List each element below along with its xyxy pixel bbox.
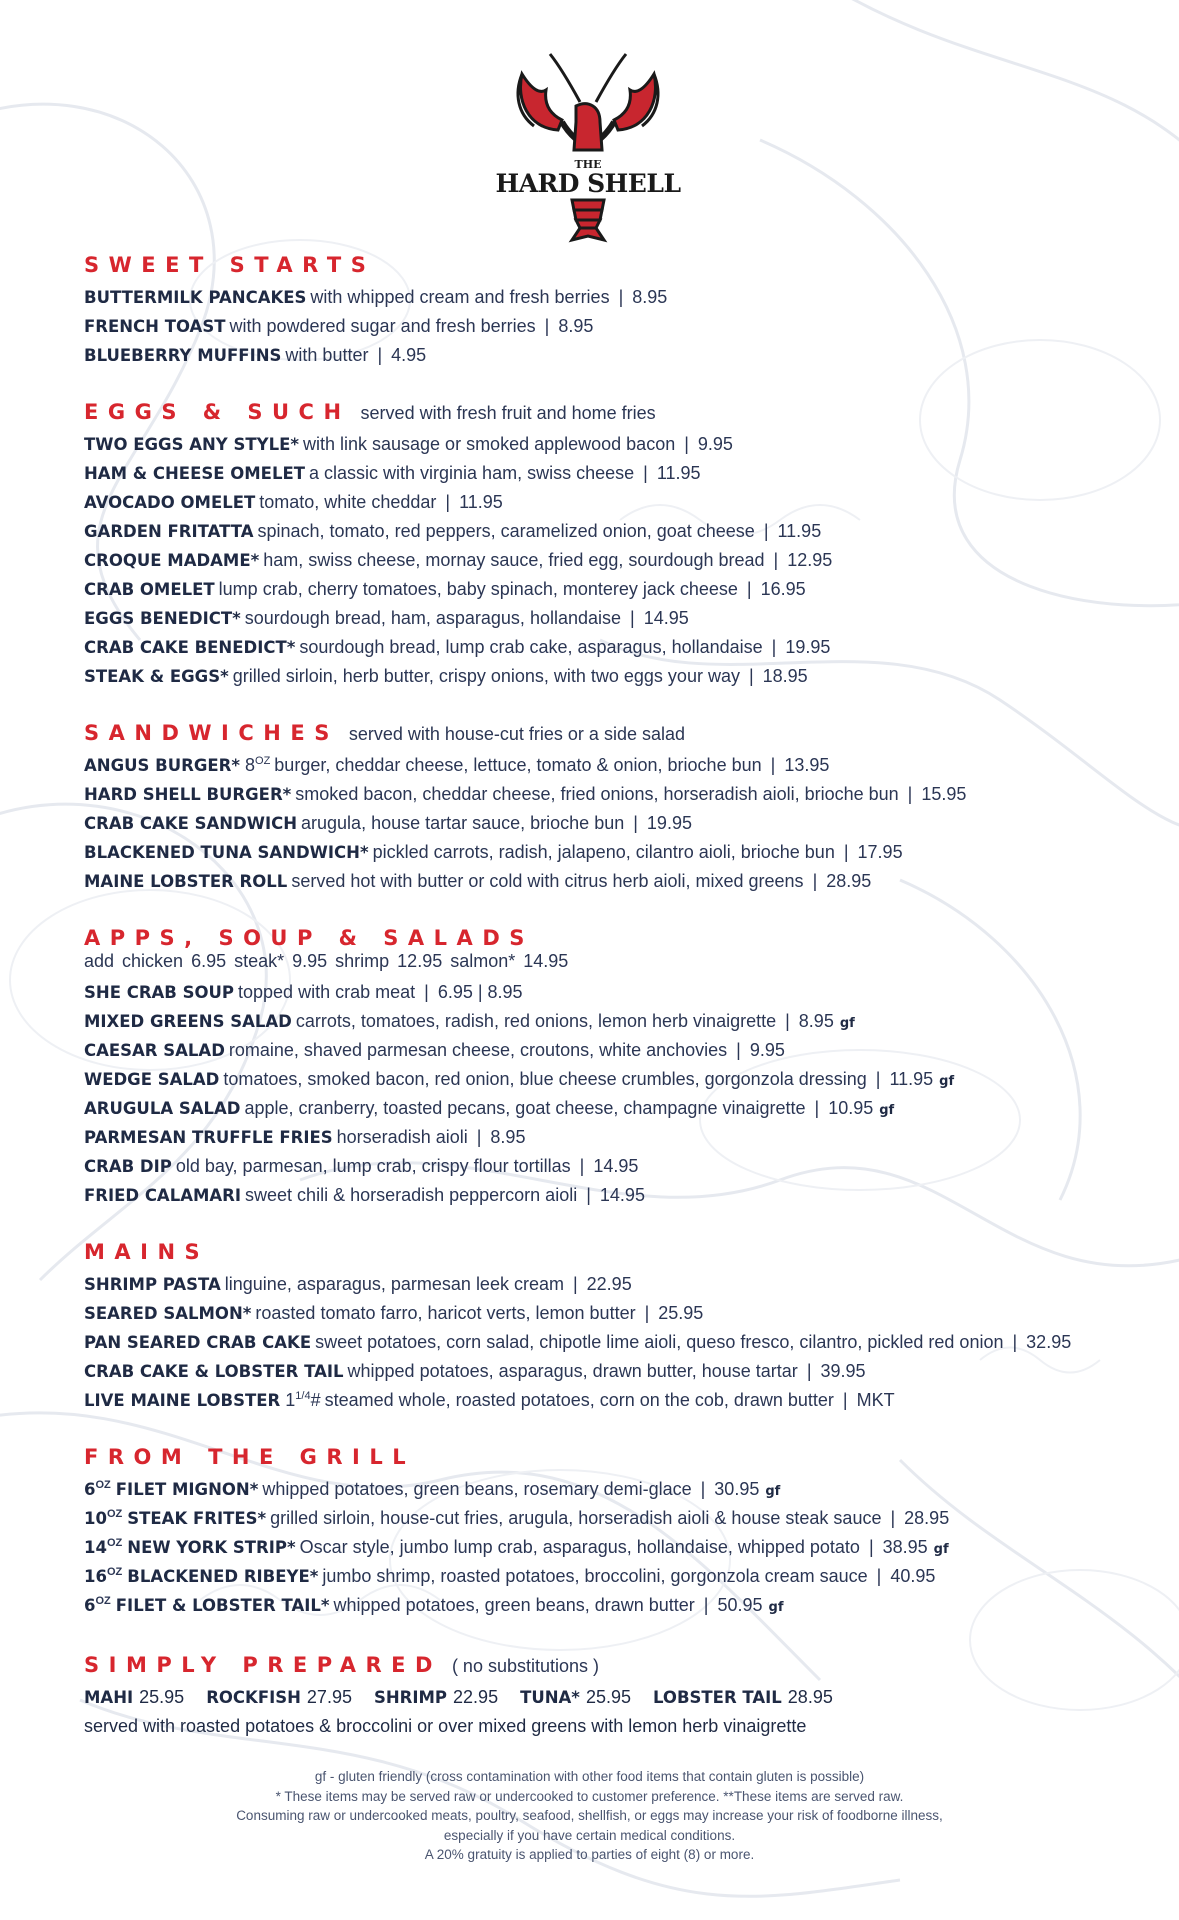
section-title: SWEET STARTS bbox=[84, 253, 376, 277]
section-mains bbox=[84, 1240, 1134, 1415]
item-price: 11.95 bbox=[889, 1069, 934, 1089]
section-title: EGGS & SUCH bbox=[84, 400, 351, 424]
item-price: 11.95 bbox=[656, 463, 701, 483]
price-separator: | bbox=[736, 1040, 741, 1060]
price-separator: | bbox=[618, 287, 624, 307]
item-price: MKT bbox=[856, 1390, 895, 1410]
item-price: 50.95 bbox=[717, 1595, 763, 1615]
item-description: pickled carrots, radish, jalapeno, cilantro aioli, brioche bun bbox=[372, 842, 835, 862]
item-description: Oscar style, jumbo lump crab, asparagus, hollandaise, whipped potato bbox=[299, 1537, 860, 1557]
item-description: with powdered sugar and fresh berries bbox=[229, 316, 536, 336]
price-separator: | bbox=[843, 842, 849, 862]
item-price: 9.95 bbox=[749, 1040, 785, 1060]
menu-item bbox=[84, 488, 1134, 517]
item-description: sweet chili & horseradish peppercorn aioli bbox=[245, 1185, 578, 1205]
menu-item bbox=[84, 575, 1134, 604]
item-description: roasted tomato farro, haricot verts, lemon butter bbox=[255, 1303, 636, 1323]
menu-item bbox=[84, 1591, 1134, 1620]
menu-item bbox=[84, 341, 1134, 370]
price-separator: | bbox=[875, 1069, 881, 1089]
item-name: TWO EGGS ANY STYLE* bbox=[84, 435, 299, 454]
item-price: 8.95 bbox=[632, 287, 668, 307]
item-price: 39.95 bbox=[820, 1361, 866, 1381]
item-description: sourdough bread, ham, asparagus, hollandaise bbox=[244, 608, 622, 628]
menu-item bbox=[84, 1270, 1134, 1299]
item-price: 17.95 bbox=[857, 842, 903, 862]
menu-item bbox=[84, 751, 1134, 780]
item-name: BLACKENED TUNA SANDWICH* bbox=[84, 843, 369, 862]
fish-name: TUNA* bbox=[520, 1688, 580, 1707]
menu-item bbox=[84, 662, 1134, 691]
section-note: ( no substitutions ) bbox=[451, 1656, 600, 1676]
item-description: served hot with butter or cold with citrus herb aioli, mixed greens bbox=[291, 871, 804, 891]
item-price: 11.95 bbox=[777, 521, 822, 541]
menu-item bbox=[84, 283, 1134, 312]
item-name: PARMESAN TRUFFLE FRIES bbox=[84, 1128, 333, 1147]
item-description: tomatoes, smoked bacon, red onion, blue cheese crumbles, gorgonzola dressing bbox=[223, 1069, 867, 1089]
item-list bbox=[84, 430, 1134, 691]
item-price: 10.95 bbox=[828, 1098, 874, 1118]
footer-line: A 20% gratuity is applied to parties of eight (8) or more. bbox=[424, 1847, 755, 1862]
item-size-unit: OZ bbox=[106, 1508, 123, 1520]
fish-name: MAHI bbox=[84, 1688, 134, 1707]
fish-name: LOBSTER TAIL bbox=[653, 1688, 782, 1707]
item-size: 6 bbox=[84, 1480, 96, 1499]
price-separator: | bbox=[771, 637, 777, 657]
price-separator: | bbox=[1012, 1332, 1018, 1352]
item-name: STEAK FRITES* bbox=[127, 1509, 267, 1528]
item-description: grilled sirloin, house-cut fries, arugula, horseradish aioli & house steak sauce bbox=[270, 1508, 882, 1528]
fish-price: 25.95 bbox=[585, 1687, 631, 1707]
price-separator: | bbox=[633, 813, 638, 833]
menu-item bbox=[84, 1181, 1134, 1210]
item-description: horseradish aioli bbox=[336, 1127, 468, 1147]
svg-text:HARD SHELL: HARD SHELL bbox=[495, 169, 681, 198]
price-separator: | bbox=[770, 755, 776, 775]
price-separator: | bbox=[703, 1595, 709, 1615]
item-size-unit: 1/4 bbox=[295, 1390, 311, 1402]
menu-item bbox=[84, 1504, 1134, 1533]
item-name: ANGUS BURGER* bbox=[84, 756, 240, 775]
menu-item bbox=[84, 978, 1134, 1007]
gluten-friendly-badge: gf bbox=[839, 1016, 855, 1031]
item-description: whipped potatoes, green beans, drawn butter bbox=[333, 1595, 695, 1615]
hard-shell-logo bbox=[488, 50, 688, 245]
item-size-unit: OZ bbox=[106, 1537, 123, 1549]
fish-name: ROCKFISH bbox=[206, 1688, 301, 1707]
menu-item bbox=[84, 312, 1134, 341]
item-name: CRAB CAKE & LOBSTER TAIL bbox=[84, 1362, 344, 1381]
price-separator: | bbox=[806, 1361, 812, 1381]
item-list bbox=[84, 1270, 1134, 1415]
item-price: 40.95 bbox=[890, 1566, 936, 1586]
item-description: apple, cranberry, toasted pecans, goat cheese, champagne vinaigrette bbox=[244, 1098, 806, 1118]
section-title: APPS, SOUP & SALADS bbox=[84, 926, 534, 950]
menu-item bbox=[84, 1123, 1134, 1152]
item-list bbox=[84, 978, 1134, 1210]
section-note: served with house-cut fries or a side salad bbox=[348, 724, 685, 744]
item-price: 9.95 bbox=[697, 434, 733, 454]
menu-item bbox=[84, 1036, 1134, 1065]
item-description: arugula, house tartar sauce, brioche bun bbox=[301, 813, 625, 833]
menu-item bbox=[84, 809, 1134, 838]
fish-price: 25.95 bbox=[139, 1687, 185, 1707]
price-separator: | bbox=[445, 492, 451, 512]
item-name: FRENCH TOAST bbox=[84, 317, 226, 336]
menu-item bbox=[84, 867, 1134, 896]
footer-line: * These items may be served raw or undercooked to customer preference. **These items are served raw. bbox=[275, 1788, 904, 1804]
item-name: SEARED SALMON* bbox=[84, 1304, 252, 1323]
fish-name: SHRIMP bbox=[373, 1688, 448, 1707]
item-price: 28.95 bbox=[904, 1508, 950, 1528]
item-description: carrots, tomatoes, radish, red onions, lemon herb vinaigrette bbox=[295, 1011, 777, 1031]
price-separator: | bbox=[377, 345, 383, 365]
item-description: with whipped cream and fresh berries bbox=[310, 287, 610, 307]
item-size-unit: OZ bbox=[95, 1479, 111, 1491]
item-description: grilled sirloin, herb butter, crispy onions, with two eggs your way bbox=[232, 666, 740, 686]
price-separator: | bbox=[746, 579, 752, 599]
item-name: CRAB DIP bbox=[84, 1157, 172, 1176]
item-description: ham, swiss cheese, mornay sauce, fried egg, sourdough bread bbox=[263, 550, 765, 570]
item-price: 14.95 bbox=[599, 1185, 645, 1205]
menu-item bbox=[84, 1475, 1134, 1504]
menu-item bbox=[84, 430, 1134, 459]
section-apps-soup-salads bbox=[84, 926, 1134, 1210]
menu-item bbox=[84, 459, 1134, 488]
price-separator: | bbox=[812, 871, 818, 891]
price-separator: | bbox=[868, 1537, 874, 1557]
item-price: 14.95 bbox=[643, 608, 689, 628]
item-size: 1 bbox=[285, 1390, 296, 1410]
menu-item bbox=[84, 1328, 1134, 1357]
price-separator: | bbox=[476, 1127, 482, 1147]
item-description: with link sausage or smoked applewood bacon bbox=[302, 434, 676, 454]
price-separator: | bbox=[424, 982, 429, 1002]
menu-item bbox=[84, 1357, 1134, 1386]
item-name: SHRIMP PASTA bbox=[84, 1275, 221, 1294]
item-size-unit: OZ bbox=[106, 1566, 123, 1578]
item-name: ARUGULA SALAD bbox=[84, 1099, 241, 1118]
item-price: 15.95 bbox=[921, 784, 967, 804]
item-description: romaine, shaved parmesan cheese, croutons, white anchovies bbox=[228, 1040, 728, 1060]
fish-price: 28.95 bbox=[787, 1687, 833, 1707]
menu-item bbox=[84, 838, 1134, 867]
item-description: with butter bbox=[285, 345, 369, 365]
item-price: 13.95 bbox=[784, 755, 830, 775]
price-separator: | bbox=[579, 1156, 585, 1176]
menu-item bbox=[84, 1299, 1134, 1328]
item-name: FILET & LOBSTER TAIL* bbox=[115, 1596, 330, 1615]
price-separator: | bbox=[876, 1566, 882, 1586]
section-title: FROM THE GRILL bbox=[84, 1445, 416, 1469]
item-name: STEAK & EGGS* bbox=[84, 667, 229, 686]
item-list bbox=[84, 751, 1134, 896]
item-description: topped with crab meat bbox=[238, 982, 416, 1002]
item-name: BLACKENED RIBEYE* bbox=[127, 1567, 319, 1586]
item-description: spinach, tomato, red peppers, caramelized onion, goat cheese bbox=[257, 521, 755, 541]
menu-content bbox=[84, 253, 1134, 1741]
item-price: 19.95 bbox=[646, 813, 692, 833]
item-name: HAM & CHEESE OMELET bbox=[84, 464, 305, 483]
menu-item bbox=[84, 780, 1134, 809]
price-separator: | bbox=[890, 1508, 896, 1528]
price-separator: | bbox=[586, 1185, 591, 1205]
item-description: linguine, asparagus, parmesan leek cream bbox=[224, 1274, 564, 1294]
section-title: SANDWICHES bbox=[84, 721, 339, 745]
item-price: 18.95 bbox=[762, 666, 808, 686]
section-simply-prepared bbox=[84, 1653, 1134, 1741]
item-name: SHE CRAB SOUP bbox=[84, 983, 235, 1002]
footer-line: Consuming raw or undercooked meats, poultry, seafood, shellfish, or eggs may increase your risk of foodborne illness, bbox=[236, 1808, 943, 1823]
item-size-unit: # bbox=[310, 1390, 321, 1410]
item-price: 12.95 bbox=[787, 550, 833, 570]
item-name: BUTTERMILK PANCAKES bbox=[84, 288, 307, 307]
price-separator: | bbox=[544, 316, 550, 336]
menu-item bbox=[84, 1065, 1134, 1094]
item-name: FILET MIGNON* bbox=[115, 1480, 259, 1499]
item-description: sweet potatoes, corn salad, chipotle lime aioli, queso fresco, cilantro, pickled red onion bbox=[315, 1332, 1004, 1352]
item-description: whipped potatoes, asparagus, drawn butter, house tartar bbox=[347, 1361, 798, 1381]
simply-prepared-fish-list bbox=[84, 1683, 1134, 1712]
price-separator: | bbox=[643, 463, 648, 483]
price-separator: | bbox=[644, 1303, 650, 1323]
item-name: WEDGE SALAD bbox=[84, 1070, 220, 1089]
footer-line: gf - gluten friendly (cross contamination with other food items that contain gluten is possible) bbox=[314, 1769, 865, 1784]
price-separator: | bbox=[630, 608, 635, 628]
section-title: SIMPLY PREPARED bbox=[84, 1653, 442, 1677]
item-price: 28.95 bbox=[826, 871, 872, 891]
item-price: 25.95 bbox=[658, 1303, 704, 1323]
add-on-prices: add chicken 6.95 steak* 9.95 shrimp 12.95 salmon* 14.95 bbox=[84, 951, 569, 971]
item-price: 6.95 | 8.95 bbox=[437, 982, 523, 1002]
item-name: EGGS BENEDICT* bbox=[84, 609, 241, 628]
gluten-friendly-badge: gf bbox=[939, 1074, 955, 1089]
item-name: CRAB CAKE BENEDICT* bbox=[84, 638, 296, 657]
item-name: CRAB OMELET bbox=[84, 580, 215, 599]
price-separator: | bbox=[572, 1274, 578, 1294]
gluten-friendly-badge: gf bbox=[765, 1484, 781, 1499]
menu-item bbox=[84, 546, 1134, 575]
item-list bbox=[84, 283, 1134, 370]
price-separator: | bbox=[785, 1011, 790, 1031]
item-name: MAINE LOBSTER ROLL bbox=[84, 872, 288, 891]
item-price: 32.95 bbox=[1026, 1332, 1072, 1352]
item-name: CROQUE MADAME* bbox=[84, 551, 260, 570]
item-price: 8.95 bbox=[558, 316, 594, 336]
item-price: 4.95 bbox=[391, 345, 427, 365]
item-name: GARDEN FRITATTA bbox=[84, 522, 254, 541]
item-size: 6 bbox=[84, 1596, 96, 1615]
menu-item bbox=[84, 604, 1134, 633]
item-name: LIVE MAINE LOBSTER bbox=[84, 1391, 281, 1410]
item-description: lump crab, cherry tomatoes, baby spinach, monterey jack cheese bbox=[218, 579, 738, 599]
item-description: whipped potatoes, green beans, rosemary demi-glace bbox=[262, 1479, 692, 1499]
item-price: 22.95 bbox=[586, 1274, 632, 1294]
menu-footer-disclaimer bbox=[0, 1767, 1179, 1865]
section-note: served with fresh fruit and home fries bbox=[360, 403, 656, 423]
item-size: 8 bbox=[245, 755, 256, 775]
item-size: 14 bbox=[84, 1538, 107, 1557]
item-description: jumbo shrimp, roasted potatoes, broccolini, gorgonzola cream sauce bbox=[322, 1566, 868, 1586]
gluten-friendly-badge: gf bbox=[768, 1600, 784, 1615]
section-sandwiches bbox=[84, 721, 1134, 896]
menu-item bbox=[84, 1007, 1134, 1036]
price-separator: | bbox=[700, 1479, 706, 1499]
item-description: a classic with virginia ham, swiss cheese bbox=[309, 463, 635, 483]
item-name: AVOCADO OMELET bbox=[84, 493, 256, 512]
item-name: FRIED CALAMARI bbox=[84, 1186, 242, 1205]
item-name: MIXED GREENS SALAD bbox=[84, 1012, 292, 1031]
item-price: 19.95 bbox=[785, 637, 831, 657]
price-separator: | bbox=[814, 1098, 820, 1118]
fish-price: 27.95 bbox=[306, 1687, 352, 1707]
menu-item bbox=[84, 1562, 1134, 1591]
item-description: burger, cheddar cheese, lettuce, tomato & onion, brioche bun bbox=[274, 755, 762, 775]
menu-item bbox=[84, 633, 1134, 662]
menu-item bbox=[84, 1094, 1134, 1123]
price-separator: | bbox=[684, 434, 689, 454]
item-price: 16.95 bbox=[760, 579, 806, 599]
item-size: 10 bbox=[84, 1509, 107, 1528]
item-price: 14.95 bbox=[593, 1156, 639, 1176]
gluten-friendly-badge: gf bbox=[879, 1103, 895, 1118]
price-separator: | bbox=[748, 666, 754, 686]
item-description: old bay, parmesan, lump crab, crispy flour tortillas bbox=[175, 1156, 571, 1176]
item-size-unit: OZ bbox=[255, 755, 271, 767]
price-separator: | bbox=[763, 521, 769, 541]
item-name: HARD SHELL BURGER* bbox=[84, 785, 292, 804]
item-list bbox=[84, 1475, 1134, 1620]
menu-item bbox=[84, 1152, 1134, 1181]
section-sweet-starts bbox=[84, 253, 1134, 370]
item-price: 30.95 bbox=[714, 1479, 760, 1499]
menu-item bbox=[84, 517, 1134, 546]
item-description: steamed whole, roasted potatoes, corn on the cob, drawn butter bbox=[324, 1390, 834, 1410]
item-size-unit: OZ bbox=[95, 1595, 111, 1607]
item-price: 11.95 bbox=[459, 492, 503, 512]
item-description: smoked bacon, cheddar cheese, fried onions, horseradish aioli, brioche bun bbox=[295, 784, 899, 804]
section-title: MAINS bbox=[84, 1240, 210, 1264]
item-name: PAN SEARED CRAB CAKE bbox=[84, 1333, 312, 1352]
item-price: 8.95 bbox=[798, 1011, 834, 1031]
lobster-icon bbox=[488, 50, 688, 245]
menu-item bbox=[84, 1386, 1134, 1415]
menu-item bbox=[84, 1533, 1134, 1562]
price-separator: | bbox=[907, 784, 913, 804]
item-description: sourdough bread, lump crab cake, asparagus, hollandaise bbox=[299, 637, 763, 657]
gluten-friendly-badge: gf bbox=[933, 1542, 949, 1557]
section-from-the-grill bbox=[84, 1445, 1134, 1620]
item-price: 8.95 bbox=[490, 1127, 526, 1147]
svg-text:THE: THE bbox=[574, 158, 602, 171]
item-size: 16 bbox=[84, 1567, 107, 1586]
price-separator: | bbox=[842, 1390, 848, 1410]
item-name: NEW YORK STRIP* bbox=[127, 1538, 296, 1557]
footer-line: especially if you have certain medical conditions. bbox=[443, 1827, 736, 1843]
item-price: 38.95 bbox=[882, 1537, 928, 1557]
item-name: CAESAR SALAD bbox=[84, 1041, 225, 1060]
item-description: tomato, white cheddar bbox=[259, 492, 437, 512]
item-name: BLUEBERRY MUFFINS bbox=[84, 346, 282, 365]
item-name: CRAB CAKE SANDWICH bbox=[84, 814, 298, 833]
section-eggs-and-such bbox=[84, 400, 1134, 691]
fish-price: 22.95 bbox=[453, 1687, 499, 1707]
simply-prepared-serving-note: served with roasted potatoes & broccolini or over mixed greens with lemon herb vinaigrette bbox=[84, 1716, 807, 1736]
price-separator: | bbox=[773, 550, 779, 570]
